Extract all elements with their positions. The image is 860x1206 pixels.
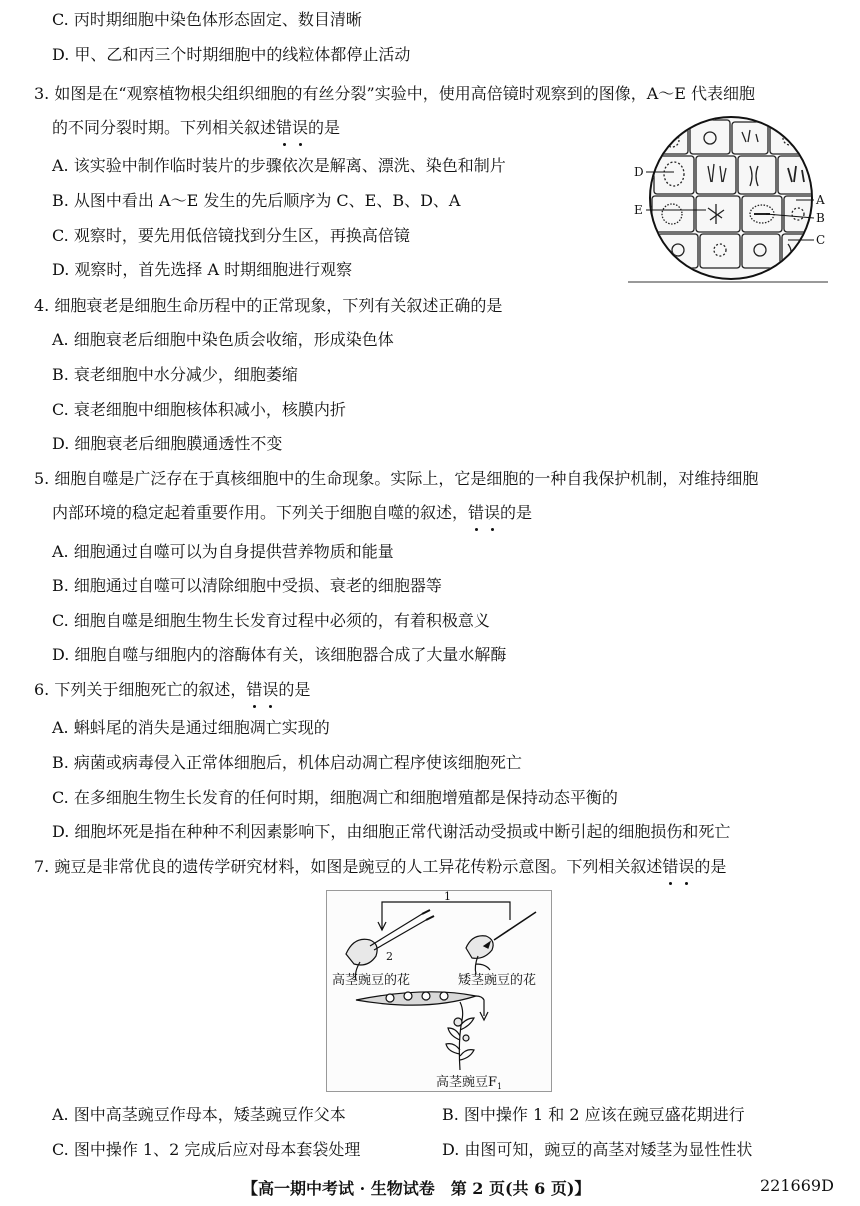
q6-option-a: A. 蝌蚪尾的消失是通过细胞凋亡实现的 [52, 718, 330, 737]
pea-pollination-figure [326, 890, 552, 1092]
q5-option-a: A. 细胞通过自噬可以为自身提供营养物质和能量 [52, 542, 394, 561]
q7-option-a: A. 图中高茎豌豆作母本，矮茎豌豆作父本 [52, 1105, 346, 1124]
emphasis-dot-cuo: 错 [276, 118, 293, 137]
figure-label-a: A [816, 193, 825, 207]
q6-option-b: B. 病菌或病毒侵入正常体细胞后，机体启动凋亡程序使该细胞死亡 [52, 753, 522, 772]
q6-option-c: C. 在多细胞生物生长发育的任何时期，细胞凋亡和细胞增殖都是保持动态平衡的 [52, 788, 618, 807]
figure-label-b: B [816, 211, 825, 225]
q5-stem-line2: 内部环境的稳定起着重要作用。下列关于细胞自噬的叙述，错误的是 [52, 503, 533, 522]
emphasis-dot-wu: 误 [678, 857, 695, 876]
q7-option-b: B. 图中操作 1 和 2 应该在豌豆盛花期进行 [442, 1105, 745, 1124]
q5-option-d: D. 细胞自噬与细胞内的溶酶体有关，该细胞器合成了大量水解酶 [52, 645, 507, 664]
emphasis-dot-cuo: 错 [246, 680, 263, 699]
emphasis-dot-wu: 误 [292, 118, 309, 137]
q2-option-d: D. 甲、乙和丙三个时期细胞中的线粒体都停止活动 [52, 45, 411, 64]
figure-label-e: E [634, 203, 643, 217]
emphasis-dot-wu: 误 [484, 503, 501, 522]
q2-option-c: C. 丙时期细胞中染色体形态固定、数目清晰 [52, 10, 362, 29]
q4-option-c: C. 衰老细胞中细胞核体积减小，核膜内折 [52, 400, 346, 419]
q6-option-d: D. 细胞坏死是指在种种不利因素影响下，由细胞正常代谢活动受损或中断引起的细胞损伤和死亡 [52, 822, 731, 841]
q5-option-c: C. 细胞自噬是细胞生物生长发育过程中必须的，有着积极意义 [52, 611, 490, 630]
q3-option-a: A. 该实验中制作临时装片的步骤依次是解离、漂洗、染色和制片 [52, 156, 506, 175]
q5-stem-line1: 5. 细胞自噬是广泛存在于真核细胞中的生命现象。实际上，它是细胞的一种自我保护机制，对维持细胞 [34, 469, 759, 488]
q3-option-c: C. 观察时，要先用低倍镜找到分生区，再换高倍镜 [52, 226, 410, 245]
page-footer-title: 【高一期中考试 · 生物试卷 第 2 页(共 6 页)】 [242, 1179, 591, 1198]
page-footer-code: 221669D [760, 1176, 834, 1195]
q6-stem: 6. 下列关于细胞死亡的叙述，错误的是 [34, 680, 311, 699]
operation-2-label: 2 [386, 950, 393, 963]
q7-option-c: C. 图中操作 1、2 完成后应对母本套袋处理 [52, 1140, 361, 1159]
emphasis-dot-wu: 误 [262, 680, 279, 699]
q4-option-d: D. 细胞衰老后细胞膜通透性不变 [52, 434, 283, 453]
q4-option-a: A. 细胞衰老后细胞中染色质会收缩，形成染色体 [52, 330, 394, 349]
q5-option-b: B. 细胞通过自噬可以清除细胞中受损、衰老的细胞器等 [52, 576, 442, 595]
operation-1-label: 1 [444, 890, 451, 903]
q4-option-b: B. 衰老细胞中水分减少，细胞萎缩 [52, 365, 298, 384]
q3-option-b: B. 从图中看出 A～E 发生的先后顺序为 C、E、B、D、A [52, 191, 461, 210]
q3-stem-line1: 3. 如图是在“观察植物根尖组织细胞的有丝分裂”实验中，使用高倍镜时观察到的图像，A～E 代表细胞 [34, 84, 756, 103]
figure-label-d: D [634, 165, 644, 179]
q3-option-d: D. 观察时，首先选择 A 时期细胞进行观察 [52, 260, 353, 279]
q4-stem: 4. 细胞衰老是细胞生命历程中的正常现象，下列有关叙述正确的是 [34, 296, 503, 315]
emphasis-dot-cuo: 错 [662, 857, 679, 876]
emphasis-dot-cuo: 错 [468, 503, 485, 522]
figure-label-c: C [816, 233, 826, 247]
short-flower-caption: 矮茎豌豆的花 [458, 973, 537, 988]
q7-option-d: D. 由图可知，豌豆的高茎对矮茎为显性性状 [442, 1140, 753, 1159]
tall-flower-caption: 高茎豌豆的花 [332, 973, 411, 988]
q3-stem-line2: 的不同分裂时期。下列相关叙述错误的是 [52, 118, 341, 137]
offspring-caption: 高茎豌豆$F_1$ [436, 1075, 503, 1091]
microscope-view-figure [628, 116, 828, 284]
q7-stem: 7. 豌豆是非常优良的遗传学研究材料，如图是豌豆的人工异花传粉示意图。下列相关叙述错误的是 [34, 857, 727, 876]
